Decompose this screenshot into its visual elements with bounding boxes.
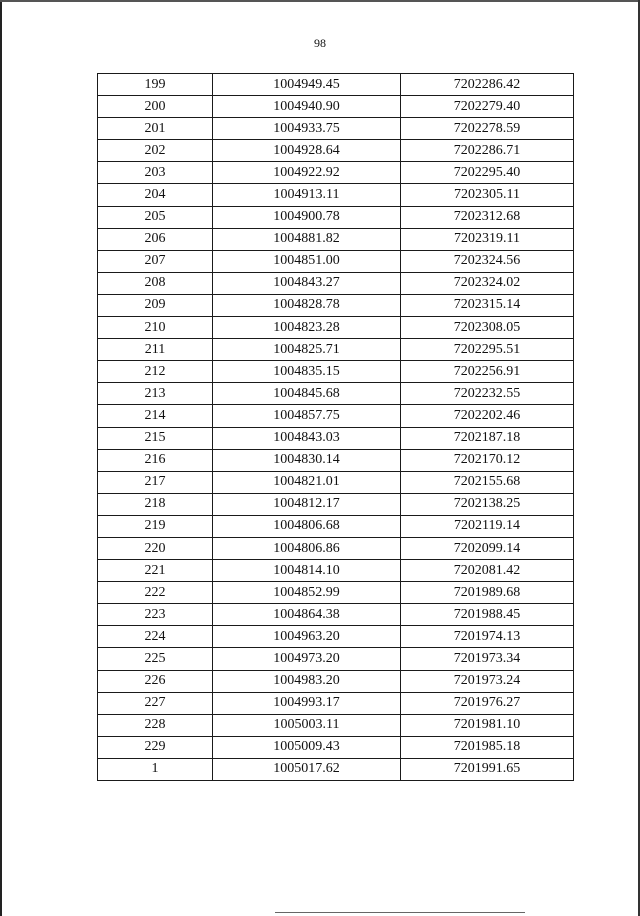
table-row: [98, 405, 574, 427]
x-coordinate-cell: 1004843.27: [213, 272, 401, 294]
point-number-cell: 216: [98, 449, 213, 471]
table-row: [98, 294, 574, 316]
point-number-cell: 228: [98, 714, 213, 736]
x-coordinate-cell: 1004828.78: [213, 294, 401, 316]
x-coordinate-cell: 1004835.15: [213, 361, 401, 383]
table-row: [98, 692, 574, 714]
point-number-cell: 222: [98, 582, 213, 604]
point-number-cell: 229: [98, 736, 213, 758]
y-coordinate-cell: 7202099.14: [401, 537, 574, 559]
point-number-cell: 215: [98, 427, 213, 449]
table-row: [98, 361, 574, 383]
y-coordinate-cell: 7201989.68: [401, 582, 574, 604]
y-coordinate-cell: 7202232.55: [401, 383, 574, 405]
table-row: [98, 184, 574, 206]
x-coordinate-cell: 1004922.92: [213, 162, 401, 184]
table-row: [98, 604, 574, 626]
x-coordinate-cell: 1004852.99: [213, 582, 401, 604]
point-number-cell: 223: [98, 604, 213, 626]
x-coordinate-cell: 1004830.14: [213, 449, 401, 471]
y-coordinate-cell: 7202279.40: [401, 96, 574, 118]
table-row: [98, 383, 574, 405]
y-coordinate-cell: 7202286.42: [401, 74, 574, 96]
table-row: [98, 96, 574, 118]
point-number-cell: 225: [98, 648, 213, 670]
point-number-cell: 200: [98, 96, 213, 118]
y-coordinate-cell: 7202295.40: [401, 162, 574, 184]
y-coordinate-cell: 7202286.71: [401, 140, 574, 162]
x-coordinate-cell: 1004825.71: [213, 339, 401, 361]
point-number-cell: 218: [98, 493, 213, 515]
point-number-cell: 208: [98, 272, 213, 294]
x-coordinate-cell: 1004821.01: [213, 471, 401, 493]
table-row: [98, 449, 574, 471]
point-number-cell: 204: [98, 184, 213, 206]
table-row: [98, 515, 574, 537]
point-number-cell: 211: [98, 339, 213, 361]
table-row: [98, 74, 574, 96]
y-coordinate-cell: 7202278.59: [401, 118, 574, 140]
point-number-cell: 219: [98, 515, 213, 537]
x-coordinate-cell: 1004963.20: [213, 626, 401, 648]
table-row: [98, 648, 574, 670]
x-coordinate-cell: 1004845.68: [213, 383, 401, 405]
table-row: [98, 560, 574, 582]
table-row: [98, 471, 574, 493]
x-coordinate-cell: 1004913.11: [213, 184, 401, 206]
x-coordinate-cell: 1004949.45: [213, 74, 401, 96]
page-border-left: [0, 0, 2, 916]
table-row: [98, 118, 574, 140]
x-coordinate-cell: 1004812.17: [213, 493, 401, 515]
point-number-cell: 202: [98, 140, 213, 162]
y-coordinate-cell: 7202324.02: [401, 272, 574, 294]
point-number-cell: 203: [98, 162, 213, 184]
x-coordinate-cell: 1004983.20: [213, 670, 401, 692]
y-coordinate-cell: 7202308.05: [401, 317, 574, 339]
page-bottom-edge: [275, 912, 525, 913]
table-row: [98, 670, 574, 692]
x-coordinate-cell: 1004814.10: [213, 560, 401, 582]
point-number-cell: 213: [98, 383, 213, 405]
table-row: [98, 537, 574, 559]
point-number-cell: 217: [98, 471, 213, 493]
coordinates-table-body: [98, 74, 574, 781]
table-row: [98, 339, 574, 361]
x-coordinate-cell: 1004806.68: [213, 515, 401, 537]
y-coordinate-cell: 7202319.11: [401, 228, 574, 250]
table-row: [98, 582, 574, 604]
table-row: [98, 427, 574, 449]
point-number-cell: 205: [98, 206, 213, 228]
x-coordinate-cell: 1004928.64: [213, 140, 401, 162]
point-number-cell: 226: [98, 670, 213, 692]
point-number-cell: 206: [98, 228, 213, 250]
y-coordinate-cell: 7201976.27: [401, 692, 574, 714]
x-coordinate-cell: 1005003.11: [213, 714, 401, 736]
point-number-cell: 207: [98, 250, 213, 272]
x-coordinate-cell: 1004993.17: [213, 692, 401, 714]
table-row: [98, 162, 574, 184]
y-coordinate-cell: 7202170.12: [401, 449, 574, 471]
y-coordinate-cell: 7201973.24: [401, 670, 574, 692]
y-coordinate-cell: 7201981.10: [401, 714, 574, 736]
table-row: [98, 317, 574, 339]
x-coordinate-cell: 1004900.78: [213, 206, 401, 228]
x-coordinate-cell: 1004857.75: [213, 405, 401, 427]
x-coordinate-cell: 1005009.43: [213, 736, 401, 758]
table-row: [98, 758, 574, 780]
point-number-cell: 209: [98, 294, 213, 316]
x-coordinate-cell: 1004823.28: [213, 317, 401, 339]
table-row: [98, 736, 574, 758]
point-number-cell: 201: [98, 118, 213, 140]
y-coordinate-cell: 7202312.68: [401, 206, 574, 228]
y-coordinate-cell: 7202138.25: [401, 493, 574, 515]
point-number-cell: 224: [98, 626, 213, 648]
y-coordinate-cell: 7201988.45: [401, 604, 574, 626]
y-coordinate-cell: 7201974.13: [401, 626, 574, 648]
table-row: [98, 250, 574, 272]
y-coordinate-cell: 7202155.68: [401, 471, 574, 493]
x-coordinate-cell: 1004843.03: [213, 427, 401, 449]
y-coordinate-cell: 7202256.91: [401, 361, 574, 383]
table-row: [98, 228, 574, 250]
point-number-cell: 212: [98, 361, 213, 383]
x-coordinate-cell: 1004940.90: [213, 96, 401, 118]
y-coordinate-cell: 7201991.65: [401, 758, 574, 780]
x-coordinate-cell: 1004864.38: [213, 604, 401, 626]
x-coordinate-cell: 1004881.82: [213, 228, 401, 250]
y-coordinate-cell: 7201985.18: [401, 736, 574, 758]
table-row: [98, 140, 574, 162]
y-coordinate-cell: 7202324.56: [401, 250, 574, 272]
y-coordinate-cell: 7202315.14: [401, 294, 574, 316]
point-number-cell: 1: [98, 758, 213, 780]
point-number-cell: 227: [98, 692, 213, 714]
point-number-cell: 221: [98, 560, 213, 582]
x-coordinate-cell: 1004973.20: [213, 648, 401, 670]
y-coordinate-cell: 7202295.51: [401, 339, 574, 361]
point-number-cell: 210: [98, 317, 213, 339]
x-coordinate-cell: 1004933.75: [213, 118, 401, 140]
page-number: 98: [314, 36, 326, 50]
coordinates-table: [97, 73, 574, 781]
point-number-cell: 220: [98, 537, 213, 559]
point-number-cell: 199: [98, 74, 213, 96]
x-coordinate-cell: 1004806.86: [213, 537, 401, 559]
page-border-top: [0, 0, 640, 2]
y-coordinate-cell: 7202187.18: [401, 427, 574, 449]
table-row: [98, 206, 574, 228]
table-row: [98, 272, 574, 294]
point-number-cell: 214: [98, 405, 213, 427]
y-coordinate-cell: 7202081.42: [401, 560, 574, 582]
y-coordinate-cell: 7202305.11: [401, 184, 574, 206]
y-coordinate-cell: 7202202.46: [401, 405, 574, 427]
x-coordinate-cell: 1005017.62: [213, 758, 401, 780]
table-row: [98, 493, 574, 515]
y-coordinate-cell: 7202119.14: [401, 515, 574, 537]
table-row: [98, 714, 574, 736]
table-row: [98, 626, 574, 648]
x-coordinate-cell: 1004851.00: [213, 250, 401, 272]
y-coordinate-cell: 7201973.34: [401, 648, 574, 670]
